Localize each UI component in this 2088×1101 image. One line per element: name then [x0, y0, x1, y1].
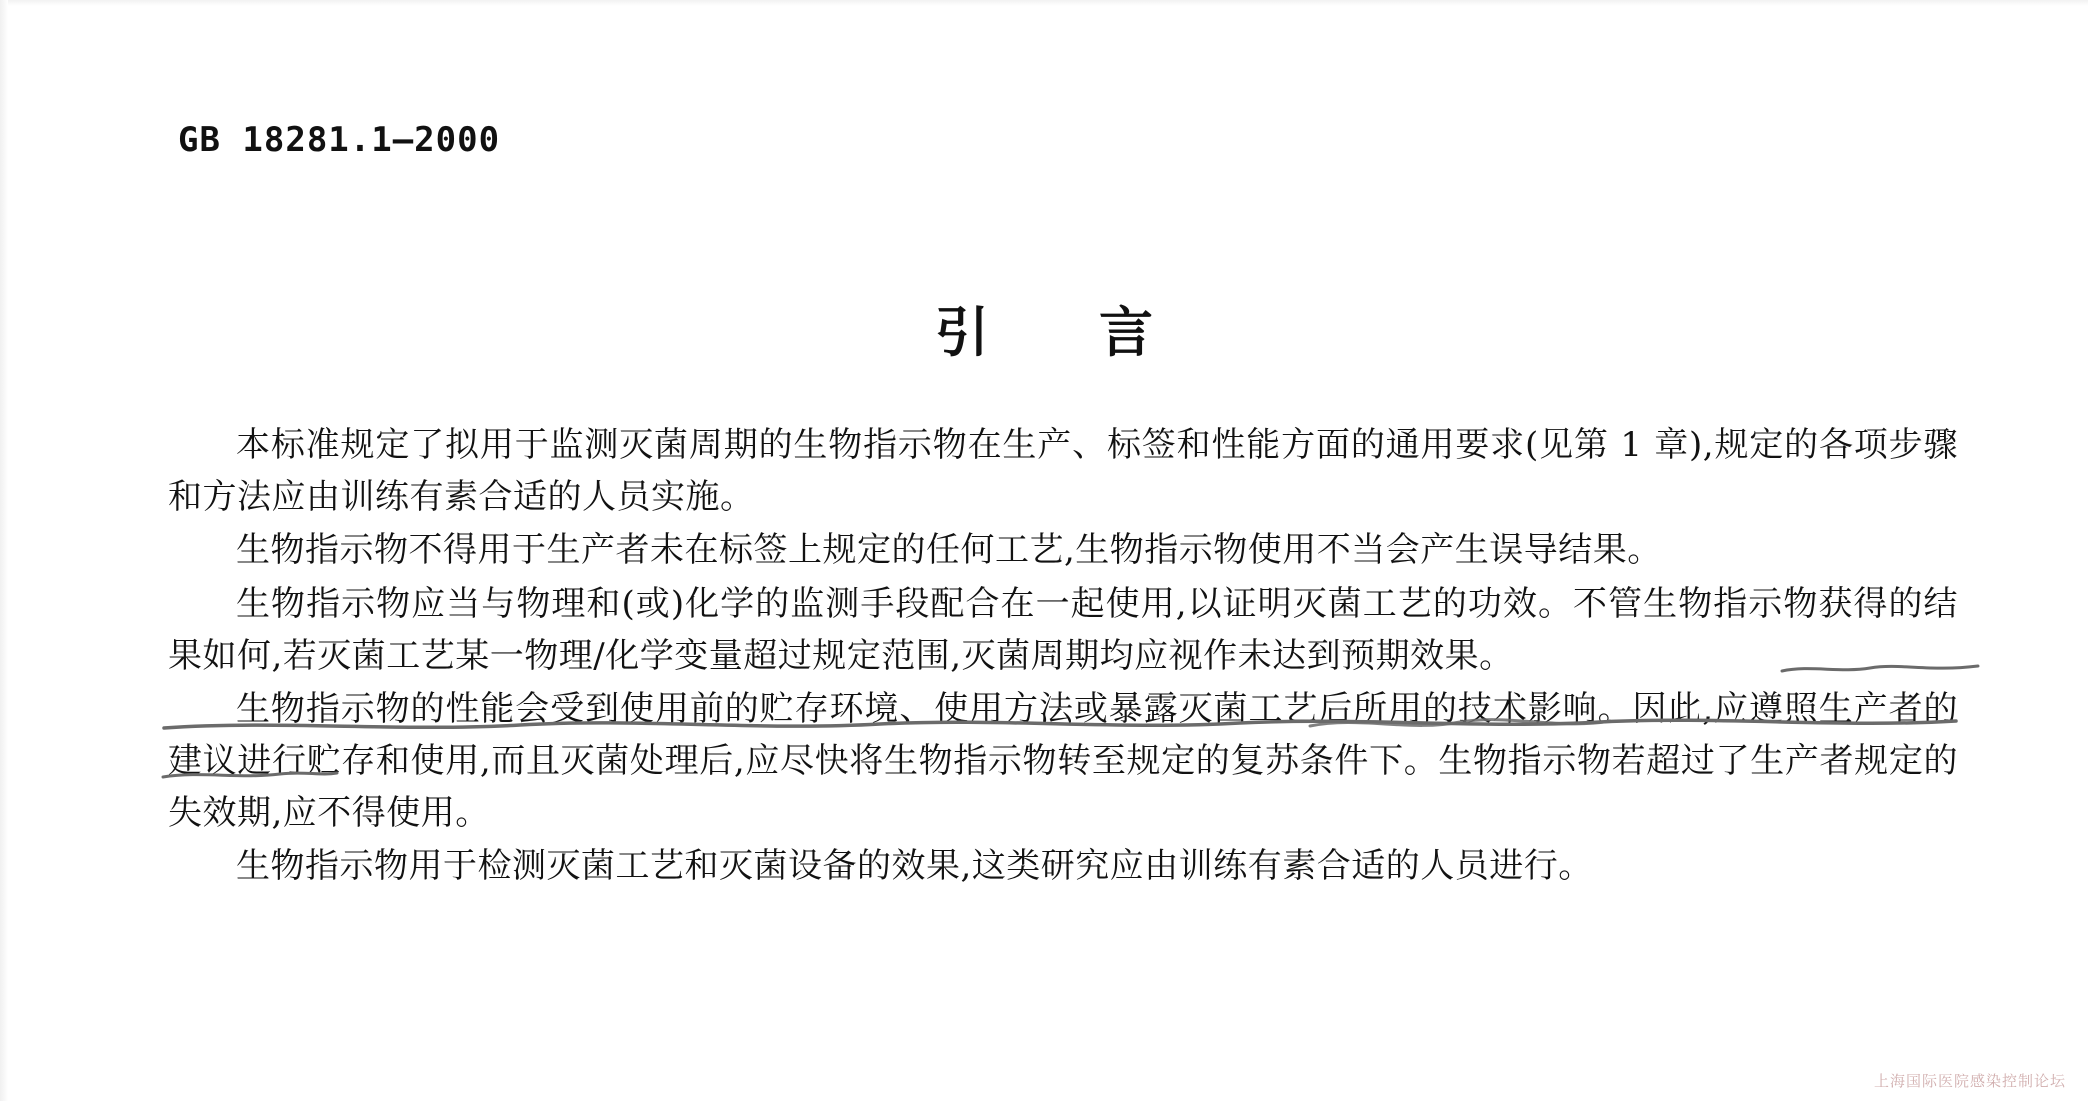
page-title — [0, 290, 2088, 367]
paragraph: 生物指示物的性能会受到使用前的贮存环境、使用方法或暴露灭菌工艺后所用的技术影响。因此,应遵照生产者的建议进行贮存和使用,而且灭菌处理后,应尽快将生物指示物转至规定的复苏条件下。生物指示物若超过了生产者规定的失效期,应不得使用。 — [168, 689, 1958, 833]
scan-edge-top — [0, 0, 2088, 6]
paragraph: 生物指示物应当与物理和(或)化学的监测手段配合在一起使用,以证明灭菌工艺的功效。不管生物指示物获得的结果如何,若灭菌工艺某一物理/化学变量超过规定范围,灭菌周期均应视作未达到预期效果。 — [168, 584, 1958, 676]
paragraph: 生物指示物不得用于生产者未在标签上规定的任何工艺,生物指示物使用不当会产生误导结果。 — [236, 530, 1662, 571]
paragraph: 本标准规定了拟用于监测灭菌周期的生物指示物在生产、标签和性能方面的通用要求(见第 1 章),规定的各项步骤和方法应由训练有素合适的人员实施。 — [168, 425, 1958, 517]
page-title-left: 引 — [935, 300, 989, 364]
body-text — [168, 420, 1958, 895]
paragraph: 生物指示物用于检测灭菌工艺和灭菌设备的效果,这类研究应由训练有素合适的人员进行。 — [236, 846, 1593, 887]
watermark: 上海国际医院感染控制论坛 — [1873, 1072, 2066, 1090]
scan-edge-left — [0, 0, 8, 1101]
page-title-right: 言 — [1099, 300, 1153, 364]
standard-number: GB 18281.1—2000 — [178, 120, 501, 160]
